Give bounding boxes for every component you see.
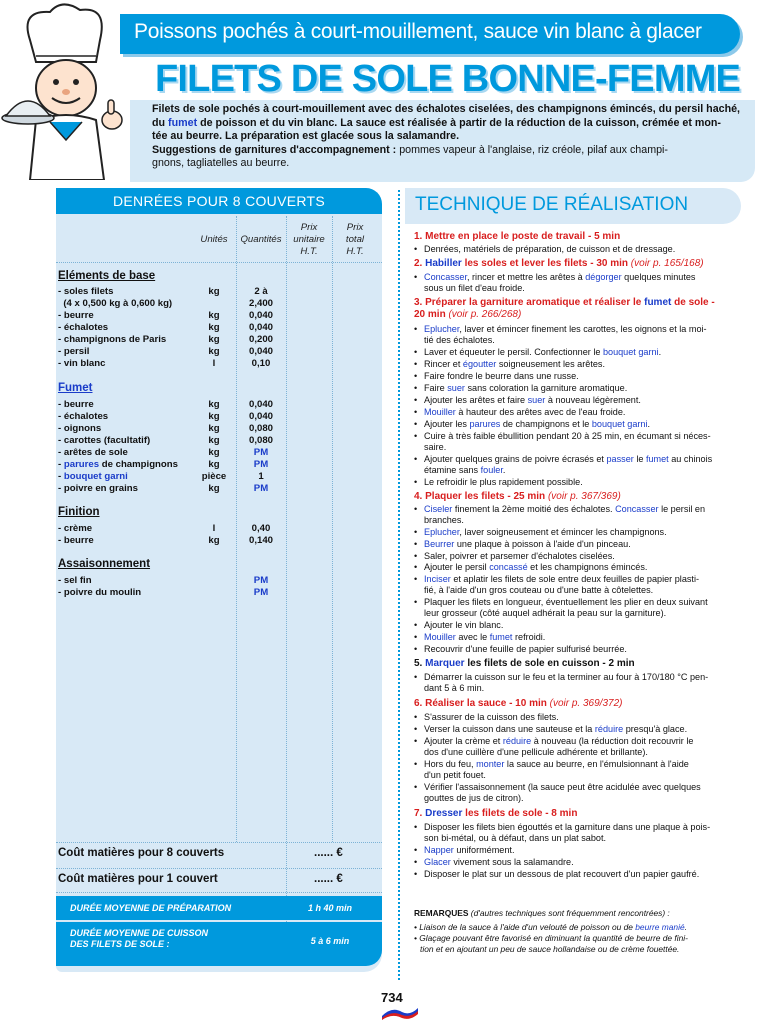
step-6: 6. Réaliser la sauce - 10 min (voir p. 369/372) <box>414 698 623 709</box>
flag-icon <box>380 1006 420 1020</box>
col-total-price: Prix total H.T. <box>345 222 365 257</box>
step-bullet: • S'assurer de la cuisson des filets. <box>414 712 742 723</box>
step-7: 7. Dresser les filets de sole - 8 min <box>414 808 578 819</box>
beurre-manie-link[interactable]: beurre manié <box>635 922 685 932</box>
ingredient-row: - beurre kg 0,140 <box>58 535 273 546</box>
cost-1-label: Coût matières pour 1 couvert <box>58 873 218 885</box>
step-bullet: • Ajouter le vin blanc. <box>414 620 742 631</box>
step-bullet: • Saler, poivrer et parsemer d'échalotes ciselées. <box>414 551 742 562</box>
step-bullet: • Mouiller à hauteur des arêtes avec de l'eau froide. <box>414 407 742 418</box>
row-divider <box>56 842 382 843</box>
chef-illustration <box>0 0 135 180</box>
bouquet-garni-link[interactable]: bouquet garni <box>63 471 128 482</box>
step-bullet: • Inciser et aplatir les filets de sole entre deux feuilles de papier plasti- fié, à l'aide d'un gros couteau ou d'une batte à côtelettes. <box>414 574 742 596</box>
step-bullet: • Ajouter la crème et réduire à nouveau (la réduction doit recouvrir le dos d'une cuillère d'une pellicule adhérente et brillante). <box>414 736 742 758</box>
step-bullet: • Vérifier l'assaisonnement (la sauce peut être acidulée avec quelques gouttes de jus de citron). <box>414 782 742 804</box>
ingredients-heading: DENRÉES POUR 8 COUVERTS <box>56 188 382 214</box>
section-finition: Finition <box>58 506 100 518</box>
step-4: 4. Plaquer les filets - 25 min (voir p. 367/369) <box>414 491 621 502</box>
ingredient-row: - soles filets kg 2 à <box>58 286 268 297</box>
ingredient-row: - carottes (facultatif) kg 0,080 <box>58 435 273 446</box>
step-2: 2. Habiller les soles et lever les filets - 30 min (voir p. 165/168) <box>414 258 704 269</box>
recipe-intro <box>130 100 755 182</box>
remarks-title: REMARQUES <box>414 908 469 918</box>
header-divider <box>56 262 382 263</box>
prep-duration: DURÉE MOYENNE DE PRÉPARATION 1 h 40 min <box>56 896 382 920</box>
cost-8-label: Coût matières pour 8 couverts <box>58 847 225 859</box>
ingredient-row: - champignons de Paris kg 0,200 <box>58 334 273 345</box>
step-bullet: • Ajouter le persil concassé et les champignons émincés. <box>414 562 742 573</box>
step-bullet: • Plaquer les filets en longueur, éventuellement les plier en deux suivant leur grosseur (côté auquel adhérait la peau sur la garniture). <box>414 597 742 619</box>
step-bullet: • Ajouter quelques grains de poivre écrasés et passer le fumet au chinois étamine sans fouler. <box>414 454 742 476</box>
step-bullet: • Démarrer la cuisson sur le feu et la terminer au four à 170/180 °C pen- dant 5 à 6 min. <box>414 672 742 694</box>
row-divider <box>56 868 382 869</box>
recipe-title: FILETS DE SOLE BONNE-FEMME <box>155 58 741 100</box>
section-assaisonnement: Assaisonnement <box>58 558 151 570</box>
row-divider <box>56 892 382 893</box>
ingredient-row: - vin blanc l 0,10 <box>58 358 271 369</box>
category-title: Poissons pochés à court-mouillement, sauce vin blanc à glacer <box>134 20 702 43</box>
ingredients-panel <box>56 188 382 972</box>
step-bullet: • Eplucher, laver et émincer finement les carottes, les oignons et la moi- tié des échalotes. <box>414 324 742 346</box>
column-separator <box>398 190 400 980</box>
ingredient-row: - persil kg 0,040 <box>58 346 273 357</box>
ingredient-row: - échalotes kg 0,040 <box>58 411 273 422</box>
intro-text: Filets de sole pochés à court-mouillement avec des échalotes ciselées, des champignons émincés, du persil haché, du fumet de poisson et du vin blanc. La sauce est réalisée à partir de la réduction de la cuisson, crémée et mon- tée au beurre. La préparation est glacée sous la salamandre. Suggestions de garnitures d'accompagnement : pommes vapeur à l'anglaise, riz créole, pilaf aux champi- gnons, tagliatelles au beurre. <box>152 103 741 170</box>
step-bullet: • Disposer le plat sur un dessous de plat recouvert d'un papier gaufré. <box>414 869 742 880</box>
step-bullet: • Recouvrir d'une feuille de papier sulfurisé beurrée. <box>414 644 742 655</box>
step-bullet: • Eplucher, laver soigneusement et émincer les champignons. <box>414 527 742 538</box>
col-units: Unités <box>200 234 228 245</box>
step-bullet: • Napper uniformément. <box>414 845 742 856</box>
step-bullet: • Verser la cuisson dans une sauteuse et la réduire presqu'à glace. <box>414 724 742 735</box>
step-1: 1. Mettre en place le poste de travail - 5 min <box>414 231 621 242</box>
section-base: Eléments de base <box>58 270 156 282</box>
cook-duration: DURÉE MOYENNE DE CUISSON DES FILETS DE SOLE : 5 à 6 min <box>56 922 382 966</box>
step-bullet: • Faire suer sans coloration la garniture aromatique. <box>414 383 742 394</box>
ingredient-row: - bouquet garni pièce 1 <box>58 471 264 482</box>
col-unit-price: Prix unitaire H.T. <box>293 222 325 257</box>
step-bullet: • Hors du feu, monter la sauce au beurre, en l'émulsionnant à l'aide d'un petit fouet. <box>414 759 742 781</box>
cost-1-value: ...... € <box>314 873 343 885</box>
ingredient-row: - poivre du moulin PM <box>58 587 269 598</box>
ingredient-row: - parures de champignons kg PM <box>58 459 269 470</box>
fumet-link[interactable]: fumet <box>168 116 198 129</box>
step-3: 3. Préparer la garniture aromatique et réaliser le fumet de sole - 20 min (voir p. 266/268) <box>414 297 715 320</box>
parures-link[interactable]: parures <box>63 459 100 470</box>
ingredient-row: - échalotes kg 0,040 <box>58 322 273 333</box>
step-5: 5. Marquer les filets de sole en cuisson - 2 min <box>414 658 635 669</box>
ingredient-row: - crème l 0,40 <box>58 523 271 534</box>
step-bullet: • Ajouter les parures de champignons et le bouquet garni. <box>414 419 742 430</box>
step-bullet: • Laver et équeuter le persil. Confectionner le bouquet garni. <box>414 347 742 358</box>
page-number: 734 <box>381 990 403 1005</box>
col-quantities: Quantités <box>240 234 282 245</box>
step-bullet: • Ciseler finement la 2ème moitié des échalotes. Concasser le persil en branches. <box>414 504 742 526</box>
step-bullet: • Beurrer une plaque à poisson à l'aide d'un pinceau. <box>414 539 742 550</box>
step-bullet: • Le refroidir le plus rapidement possible. <box>414 477 742 488</box>
ingredient-row: - arêtes de sole kg PM <box>58 447 269 458</box>
step-bullet: • Concasser, rincer et mettre les arêtes à dégorger quelques minutes sous un filet d'eau froide. <box>414 272 742 294</box>
remarks: REMARQUES (d'autres techniques sont fréquemment rencontrées) : • Liaison de la sauce à l'aide d'un velouté de poisson ou de beurre manié. • Glaçage pouvant être favorisé en diminuant la quantité de beurre de fini- tion et en ajoutant un peu de sauce hollandaise ou de crème fouettée. <box>414 908 688 954</box>
ingredient-row: - oignons kg 0,080 <box>58 423 273 434</box>
step-bullet: • Ajouter les arêtes et faire suer à nouveau légèrement. <box>414 395 742 406</box>
ingredient-row: - sel fin PM <box>58 575 269 586</box>
ingredient-row: - beurre kg 0,040 <box>58 399 273 410</box>
ingredient-row: (4 x 0,500 kg à 0,600 kg) 2,400 <box>58 298 273 309</box>
category-banner <box>120 14 740 54</box>
step-bullet: • Mouiller avec le fumet refroidi. <box>414 632 742 643</box>
step-bullet: • Faire fondre le beurre dans une russe. <box>414 371 742 382</box>
section-fumet[interactable]: Fumet <box>58 382 93 394</box>
step-bullet: • Glacer vivement sous la salamandre. <box>414 857 742 868</box>
step-bullet: • Cuire à très faible ébullition pendant 20 à 25 min, en écumant si néces- saire. <box>414 431 742 453</box>
step-bullet: • Disposer les filets bien égouttés et la garniture dans une plaque à pois- son bi-métal, ou à défaut, dans un plat sabot. <box>414 822 742 844</box>
ingredient-row: - poivre en grains kg PM <box>58 483 269 494</box>
step-bullet: • Rincer et égoutter soigneusement les arêtes. <box>414 359 742 370</box>
cost-8-value: ...... € <box>314 847 343 859</box>
ingredient-row: - beurre kg 0,040 <box>58 310 273 321</box>
technique-heading: TECHNIQUE DE RÉALISATION <box>415 194 689 215</box>
technique-banner <box>405 188 741 224</box>
step-bullet: • Denrées, matériels de préparation, de cuisson et de dressage. <box>414 244 742 255</box>
